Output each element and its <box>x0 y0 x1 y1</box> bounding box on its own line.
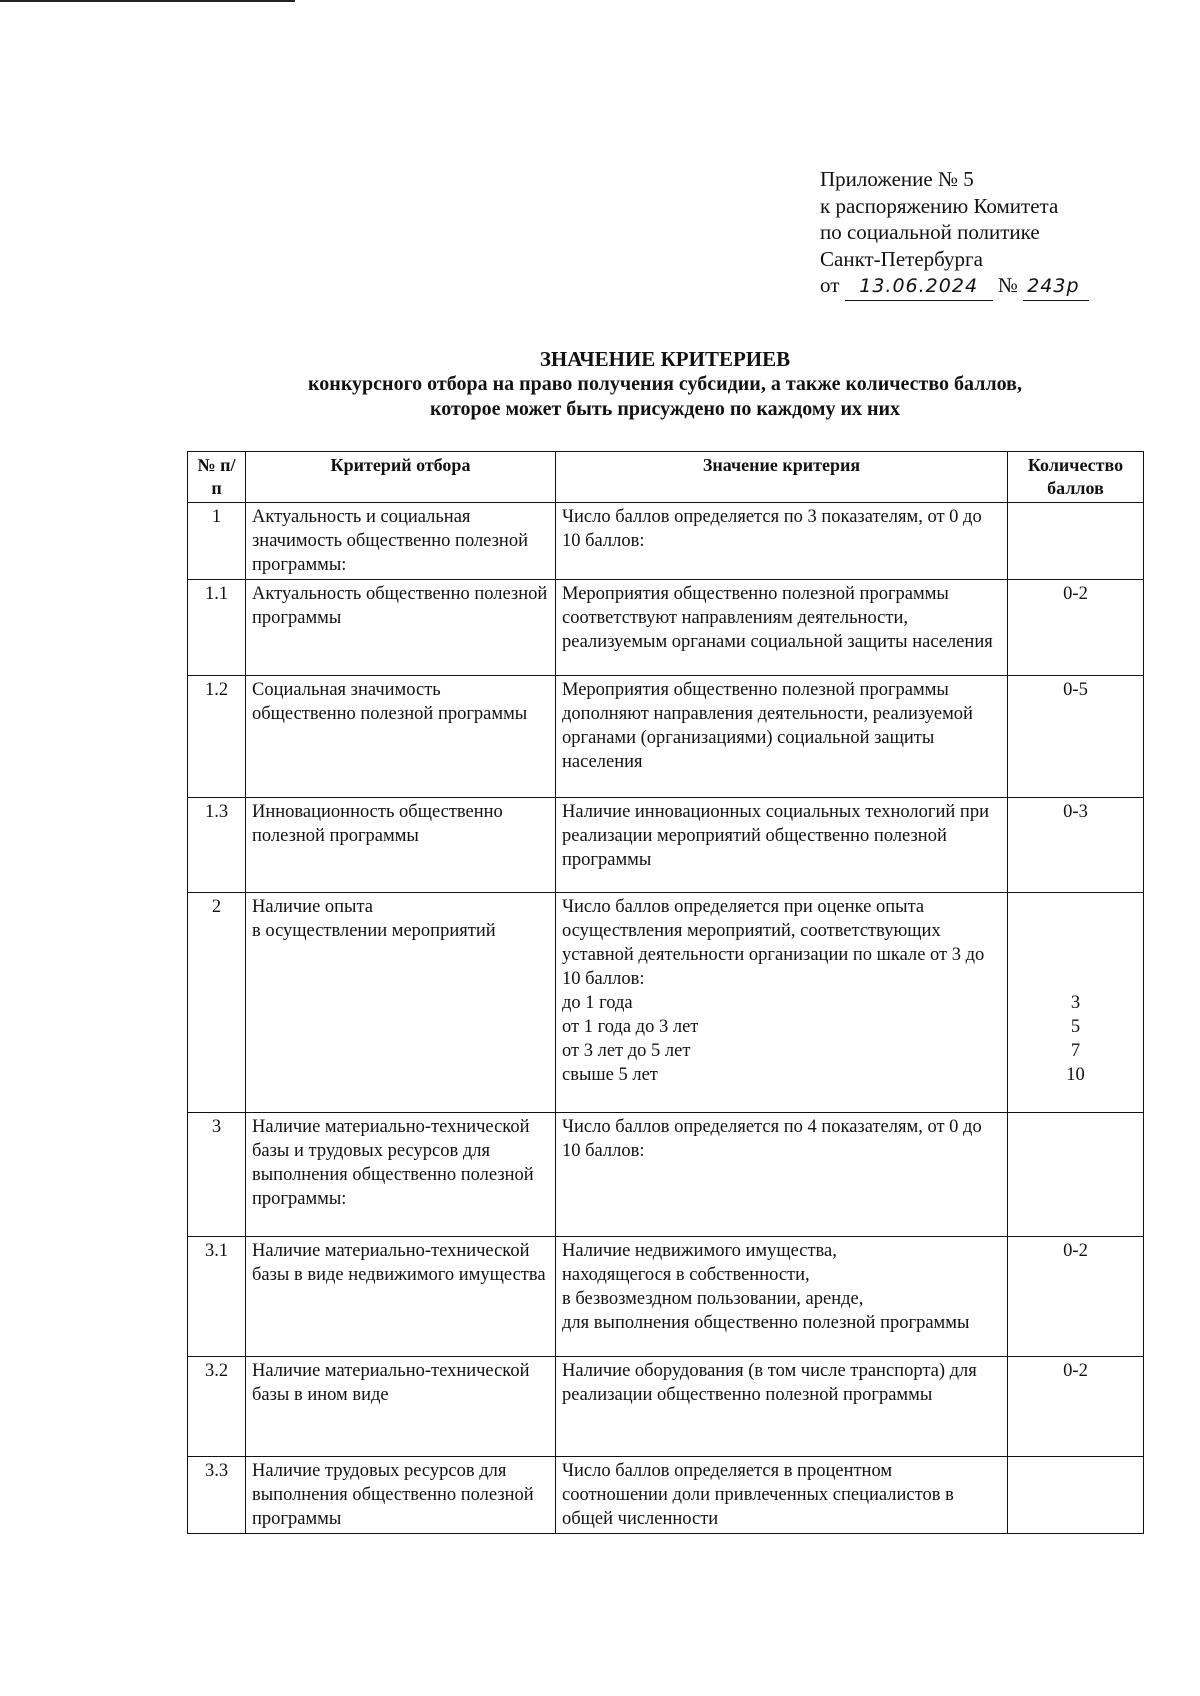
title-subtitle-line-1: конкурсного отбора на право получения субсидии, а также количество баллов, <box>308 373 1022 395</box>
title-subtitle-line-2: которое может быть присуждено по каждому их них <box>429 398 901 420</box>
table-row <box>188 676 1144 798</box>
scale-intro: Число баллов определяется при оценке опыта осуществления мероприятий, соответствующих уставной деятельности организации по шкале от 3 до 10 баллов: <box>562 897 985 989</box>
date-prefix: от <box>820 273 840 297</box>
row-num: 3 <box>188 1113 246 1237</box>
row-criterion: Актуальность общественно полезной программы <box>246 580 556 676</box>
scale-points: 7 <box>1070 1041 1081 1061</box>
row-points: 0-5 <box>1008 676 1144 798</box>
row-num: 3.1 <box>188 1237 246 1357</box>
table-row <box>188 1457 1144 1534</box>
number-prefix: № <box>997 273 1018 297</box>
scale-points-list <box>1014 991 1137 1087</box>
row-value <box>556 1237 1008 1357</box>
table-row <box>188 1113 1144 1237</box>
row-criterion: Инновационность общественно полезной программы <box>246 798 556 893</box>
appendix-line-2: к распоряжению Комитета <box>820 193 1059 218</box>
row-points <box>1008 893 1144 1113</box>
appendix-line-3: по социальной политике <box>820 220 1040 244</box>
row-num: 2 <box>188 893 246 1113</box>
header-value: Значение критерия <box>556 452 1008 503</box>
row-criterion <box>246 893 556 1113</box>
row-value: Наличие инновационных социальных технологий при реализации мероприятий общественно полезной программы <box>556 798 1008 893</box>
scale-label: от 3 лет до 5 лет <box>562 1041 691 1061</box>
value-line: в безвозмездном пользовании, аренде, <box>562 1289 864 1309</box>
row-value: Мероприятия общественно полезной программы соответствуют направлениям деятельности, реализуемым органами социальной защиты населения <box>556 580 1008 676</box>
table-row <box>188 798 1144 893</box>
row-criterion: Наличие трудовых ресурсов для выполнения общественно полезной программы <box>246 1457 556 1534</box>
scale-points: 5 <box>1070 1017 1081 1037</box>
handwritten-date: 13.06.2024 <box>845 273 993 301</box>
table-row <box>188 503 1144 580</box>
row-value: Число баллов определяется по 3 показателям, от 0 до 10 баллов: <box>556 503 1008 580</box>
row-points <box>1008 1457 1144 1534</box>
row-num: 1.1 <box>188 580 246 676</box>
row-num: 3.2 <box>188 1357 246 1457</box>
header-points: Количество баллов <box>1008 452 1144 503</box>
header-num: № п/п <box>188 452 246 503</box>
value-line: находящегося в собственности, <box>562 1265 810 1285</box>
header-criterion: Критерий отбора <box>246 452 556 503</box>
appendix-line-4: Санкт-Петербурга <box>820 246 983 271</box>
table-row <box>188 893 1144 1113</box>
row-criterion: Наличие материально-технической базы в виде недвижимого имущества <box>246 1237 556 1357</box>
table-row <box>188 580 1144 676</box>
appendix-line-1: Приложение № 5 <box>820 167 974 191</box>
appendix-header <box>820 166 1170 301</box>
title-main: ЗНАЧЕНИЕ КРИТЕРИЕВ <box>539 347 791 371</box>
row-value: Мероприятия общественно полезной программы дополняют направления деятельности, реализуемой органами (организациями) социальной защиты населения <box>556 676 1008 798</box>
value-line: Наличие недвижимого имущества, <box>562 1241 837 1261</box>
row-num: 1 <box>188 503 246 580</box>
table-header-row <box>188 452 1144 503</box>
scale-points: 10 <box>1066 1065 1085 1085</box>
criterion-line: Наличие опыта <box>252 897 374 917</box>
row-num: 1.3 <box>188 798 246 893</box>
scale-label: от 1 года до 3 лет <box>562 1017 699 1037</box>
document-title <box>120 346 1200 422</box>
row-points <box>1008 1113 1144 1237</box>
row-points: 0-2 <box>1008 580 1144 676</box>
row-num: 1.2 <box>188 676 246 798</box>
handwritten-number: 243р <box>1023 273 1089 301</box>
table-row <box>188 1357 1144 1457</box>
value-line: для выполнения общественно полезной программы <box>562 1313 970 1333</box>
scan-edge-line <box>0 0 295 2</box>
row-criterion: Актуальность и социальная значимость общественно полезной программы: <box>246 503 556 580</box>
row-points: 0-2 <box>1008 1237 1144 1357</box>
row-value: Число баллов определяется по 4 показателям, от 0 до 10 баллов: <box>556 1113 1008 1237</box>
row-criterion: Наличие материально-технической базы в ином виде <box>246 1357 556 1457</box>
row-value: Число баллов определяется в процентном соотношении доли привлеченных специалистов в общей численности <box>556 1457 1008 1534</box>
criteria-table <box>187 451 1144 1534</box>
row-num: 3.3 <box>188 1457 246 1534</box>
criterion-line: в осуществлении мероприятий <box>252 921 496 941</box>
table-row <box>188 1237 1144 1357</box>
appendix-date-line <box>820 272 1170 301</box>
row-value: Наличие оборудования (в том числе транспорта) для реализации общественно полезной программы <box>556 1357 1008 1457</box>
scale-points: 3 <box>1070 993 1081 1013</box>
row-value <box>556 893 1008 1113</box>
row-points <box>1008 503 1144 580</box>
row-criterion: Наличие материально-технической базы и трудовых ресурсов для выполнения общественно полезной программы: <box>246 1113 556 1237</box>
scale-label: до 1 года <box>562 993 633 1013</box>
row-points: 0-3 <box>1008 798 1144 893</box>
scale-label: свыше 5 лет <box>562 1065 658 1085</box>
row-points: 0-2 <box>1008 1357 1144 1457</box>
row-criterion: Социальная значимость общественно полезной программы <box>246 676 556 798</box>
